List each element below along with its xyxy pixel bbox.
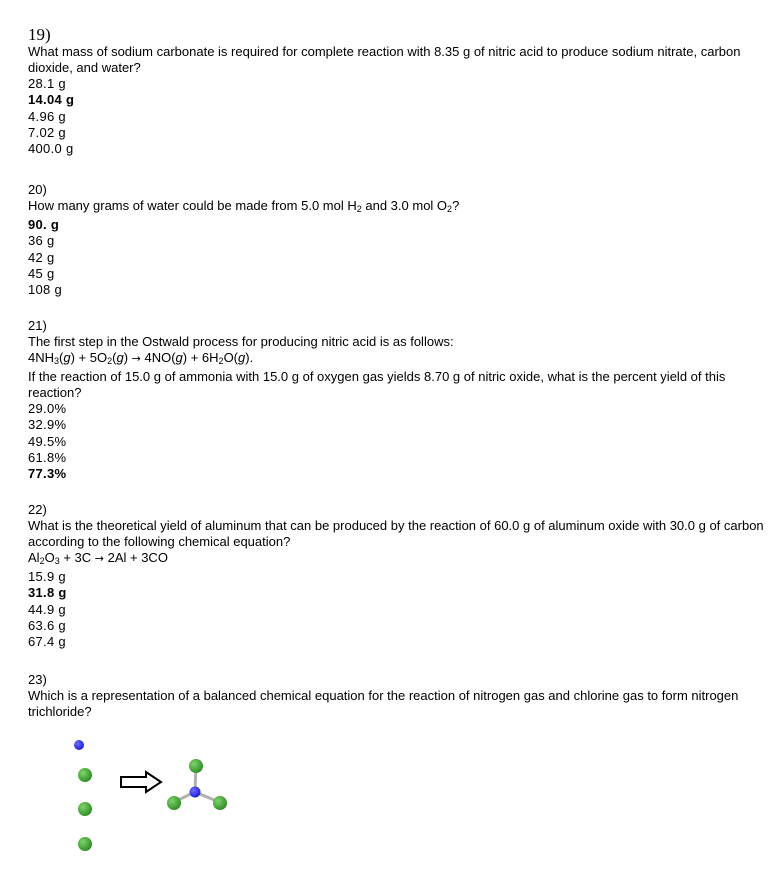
reaction-arrow-icon [121, 772, 161, 792]
answer-option-correct: 31.8 g [28, 585, 67, 601]
question-22 [28, 502, 773, 650]
nitrogen-atom [190, 787, 201, 798]
answer-option: 28.1 g [28, 76, 66, 91]
chlorine-atom [189, 759, 203, 773]
answer-option: 61.8% [28, 449, 67, 465]
chlorine-atom [78, 837, 92, 851]
question-number: 23) [28, 672, 47, 687]
chlorine-atom [213, 796, 227, 810]
chemical-equation: $4NH_3(g) + 5O_2(g) \to 4NO(g) + 6H_2O(g)$. [28, 350, 254, 366]
question-stem-intro: The first step in the Ostwald process for producing nitric acid is as follows: [28, 334, 454, 349]
question-stem: What mass of sodium carbonate is required for complete reaction with 8.35 g of nitric acid to produce sodium nitrate, carbon dioxide, and water? [28, 44, 741, 75]
question-stem: Which is a representation of a balanced chemical equation for the reaction of nitrogen gas and chlorine gas to form nitrogen trichloride? [28, 688, 739, 719]
answer-option: 4.96 g [28, 108, 66, 124]
question-stem: If the reaction of 15.0 g of ammonia with 15.0 g of oxygen gas yields 8.70 g of nitric oxide, what is the percent yield of this reaction? [28, 369, 726, 400]
answer-options [28, 401, 773, 482]
answer-options [28, 569, 773, 650]
answer-option: 32.9% [28, 417, 67, 433]
answer-option-correct: 77.3% [28, 466, 67, 482]
question-19 [28, 25, 773, 157]
question-23 [28, 672, 773, 720]
reaction-diagram [66, 733, 236, 858]
answer-option: 36 g [28, 233, 55, 249]
question-number: 19) [28, 25, 51, 44]
answer-option: 67.4 g [28, 634, 66, 650]
chlorine-atom [78, 802, 92, 816]
question-number: 20) [28, 182, 47, 197]
nitrogen-atom [74, 740, 84, 750]
answer-option: 45 g [28, 265, 55, 281]
question-number: 22) [28, 502, 47, 517]
answer-option: 63.6 g [28, 617, 66, 633]
answer-option-correct: 14.04 g [28, 92, 75, 108]
chlorine-atom [167, 796, 181, 810]
reaction-arrow: → [94, 552, 104, 565]
reaction-arrow: → [131, 352, 141, 365]
answer-option: 42 g [28, 249, 55, 265]
question-21 [28, 318, 773, 482]
chemical-equation: $Al_2O_3 + 3C \to 2Al + 3CO$ [28, 550, 168, 566]
answer-options [28, 217, 773, 298]
answer-option: 7.02 g [28, 124, 66, 140]
answer-option: 49.5% [28, 433, 67, 449]
answer-option: 44.9 g [28, 601, 66, 617]
answer-option-correct: 90. g [28, 217, 60, 232]
answer-option: 29.0% [28, 401, 67, 416]
answer-option: 15.9 g [28, 569, 66, 584]
answer-options [28, 76, 773, 157]
chlorine-atom [78, 768, 92, 782]
question-number: 21) [28, 318, 47, 333]
question-stem: What is the theoretical yield of aluminum that can be produced by the reaction of 60.0 g of aluminum oxide with 30.0 g of carbon according to the following chemical equation? [28, 518, 764, 549]
answer-option: 108 g [28, 282, 63, 298]
question-20 [28, 182, 773, 298]
answer-option: 400.0 g [28, 141, 74, 157]
question-stem: How many grams of water could be made from 5.0 mol $H_2$ and 3.0 mol $O_2$? [28, 198, 460, 214]
